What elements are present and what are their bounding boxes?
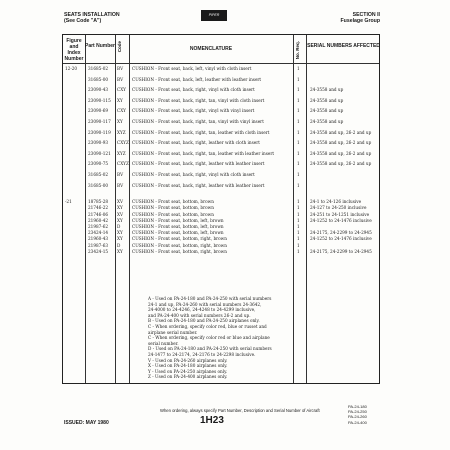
- part-number-cell: 21987-63: [88, 242, 109, 248]
- issue-date: ISSUED: MAY 1980: [64, 420, 109, 426]
- part-number-cell: 23090-75: [88, 161, 109, 167]
- code-cell: BV: [117, 76, 124, 82]
- note-line: and PA-24-400 with serial numbers 26-2 and up.: [148, 312, 251, 318]
- serial-cell: 24-3558 and up, 26-2 and up: [310, 161, 372, 167]
- header-left: [64, 12, 120, 24]
- serial-cell: 24-1 to 24-126 inclusive: [310, 199, 362, 205]
- table-row: [63, 141, 381, 149]
- quantity-cell: 1: [297, 242, 300, 248]
- quantity-cell: 1: [297, 119, 300, 124]
- quantity-cell: 1: [297, 224, 300, 229]
- col-header-part: Part Number: [85, 43, 116, 49]
- table-row: [63, 99, 381, 107]
- serial-cell: 24-3558 and up: [310, 119, 344, 124]
- nomenclature-cell: CUSHION - Front seat, back, left, vinyl with cloth insert: [132, 66, 252, 71]
- quantity-cell: 1: [297, 150, 300, 156]
- code-cell: XY: [117, 119, 123, 124]
- part-number-cell: 23090-43: [88, 87, 109, 93]
- part-number-cell: 21746-06: [88, 211, 109, 217]
- code-cell: XY: [117, 217, 123, 223]
- note-line: C - When ordering, specify color red, blue or russet and: [148, 323, 267, 329]
- part-number-cell: 23424-14: [88, 230, 109, 236]
- nomenclature-cell: CUSHION - Front seat, bottom, right, brown: [132, 236, 227, 242]
- code-cell: CXYZ: [117, 140, 129, 146]
- part-number-cell: 18785-28: [88, 199, 109, 205]
- figure-index-cell: 12-20: [65, 66, 78, 71]
- section-subtitle: (See Code "A"): [64, 18, 102, 24]
- table-row: [63, 67, 381, 75]
- quantity-cell: 1: [297, 129, 300, 135]
- model-item: PA-24-250: [348, 409, 367, 415]
- page-number: 1H23: [200, 415, 224, 426]
- header-divider: [63, 63, 379, 64]
- quantity-cell: 1: [297, 140, 300, 146]
- nomenclature-cell: CUSHION - Front seat, bottom, left, brown: [132, 224, 224, 229]
- nomenclature-cell: CUSHION - Front seat, back, right, leather with cloth insert: [132, 140, 260, 146]
- table-row: [63, 88, 381, 96]
- code-cell: CXY: [117, 87, 126, 93]
- nomenclature-cell: CUSHION - Front seat, back, right, vinyl with vinyl insert: [132, 108, 255, 114]
- table-row: [63, 250, 381, 258]
- serial-cell: 24-3558 and up: [310, 108, 344, 114]
- quantity-cell: 1: [297, 199, 300, 205]
- code-cell: BV: [117, 172, 124, 177]
- part-number-cell: 31685-02: [88, 172, 109, 177]
- nomenclature-cell: CUSHION - Front seat, bottom, brown: [132, 205, 214, 211]
- code-cell: BV: [117, 182, 124, 188]
- table-row: [63, 162, 381, 170]
- serial-cell: 24-3558 and up, 26-2 and up: [310, 129, 372, 135]
- part-number-cell: 31685-00: [88, 76, 109, 82]
- code-cell: XV: [117, 211, 124, 217]
- model-effectivity: [348, 404, 367, 425]
- quantity-cell: 1: [297, 205, 300, 211]
- col-header-qty: No. Req.: [295, 41, 300, 60]
- code-cell: BV: [117, 66, 124, 71]
- serial-cell: 24-2175, 24-2299 to 24-2945: [310, 248, 372, 254]
- quantity-cell: 1: [297, 182, 300, 188]
- note-line: V - Used on PA-24-260 airplanes only.: [148, 357, 228, 363]
- table-row: [63, 173, 381, 181]
- quantity-cell: 1: [297, 161, 300, 167]
- nomenclature-cell: CUSHION - Front seat, bottom, right, brown: [132, 242, 227, 248]
- note-line: 24-4000 to 24-4246, 24-4248 to 24-4299 inclusive,: [148, 307, 256, 313]
- note-line: A - Used on PA-24-180 and PA-24-250 with serial numbers: [148, 296, 272, 301]
- note-line: D - Used on PA-24-180 and PA-24-250 with serial numbers: [148, 346, 272, 352]
- manufacturer-logo: PIPER: [201, 10, 227, 21]
- note-line: 24-1 and up, PA-24-260 with serial numbers 24-3642,: [148, 301, 262, 307]
- serial-cell: 24-3558 and up, 26-2 and up: [310, 150, 372, 156]
- note-line: 24-1477 to 24-2174, 24-2176 to 24-2298 inclusive.: [148, 351, 256, 357]
- nomenclature-cell: CUSHION - Front seat, back, right, vinyl with cloth insert: [132, 172, 255, 177]
- model-item: PA-24-260: [348, 414, 367, 420]
- table-row: [63, 131, 381, 139]
- nomenclature-cell: CUSHION - Front seat, back, right, leather with leather insert: [132, 161, 265, 167]
- table-row: [63, 120, 381, 128]
- quantity-cell: 1: [297, 211, 300, 217]
- part-number-cell: 31685-02: [88, 66, 109, 71]
- nomenclature-cell: CUSHION - Front seat, bottom, brown: [132, 211, 214, 217]
- quantity-cell: 1: [297, 172, 300, 177]
- nomenclature-cell: CUSHION - Front seat, back, right, tan, leather with leather insert: [132, 150, 275, 156]
- code-cell: XY: [117, 248, 123, 254]
- col-header-serial: SERIAL NUMBERS AFFECTED: [307, 43, 380, 49]
- part-number-cell: 23090-93: [88, 140, 109, 146]
- serial-cell: 24-1252 to 24-1476 inclusive: [310, 236, 372, 242]
- table-row: [63, 152, 381, 160]
- quantity-cell: 1: [297, 66, 300, 71]
- serial-cell: 24-3558 and up: [310, 87, 344, 93]
- code-cell: XV: [117, 199, 124, 205]
- quantity-cell: 1: [297, 87, 300, 93]
- note-line: B - Used on PA-24-180 and PA-24-250 airplanes only.: [148, 318, 260, 324]
- code-cell: D: [117, 242, 121, 248]
- header-right: [341, 12, 381, 24]
- code-cell: XY: [117, 236, 123, 242]
- code-cell: D: [117, 224, 121, 229]
- part-number-cell: 23090-115: [88, 97, 111, 103]
- part-number-cell: 23424-15: [88, 248, 109, 254]
- part-number-cell: 21960-42: [88, 217, 109, 223]
- serial-cell: 24-251 to 24-1251 inclusive: [310, 211, 370, 217]
- code-cell: XY: [117, 205, 123, 211]
- nomenclature-cell: CUSHION - Front seat, back, left, leather with leather insert: [132, 76, 262, 82]
- note-line: Z - Used on PA-24-400 airplanes only.: [148, 374, 228, 380]
- section-title: SEATS INSTALLATION: [64, 12, 120, 18]
- quantity-cell: 1: [297, 248, 300, 254]
- table-row: [63, 184, 381, 192]
- code-cell: XYZ: [117, 129, 126, 135]
- serial-cell: 24-1252 to 24-1476 inclusive: [310, 217, 372, 223]
- part-number-cell: 21987-62: [88, 224, 109, 229]
- nomenclature-cell: CUSHION - Front seat, bottom, left, brown: [132, 230, 224, 236]
- serial-cell: 24-3558 and up: [310, 97, 344, 103]
- serial-cell: 24-2175, 24-2299 to 24-2945: [310, 230, 372, 236]
- figure-index-cell: -21: [65, 199, 72, 205]
- nomenclature-cell: CUSHION - Front seat, back, right, tan, leather with cloth insert: [132, 129, 270, 135]
- nomenclature-cell: CUSHION - Front seat, back, right, tan, vinyl with cloth insert: [132, 97, 265, 103]
- code-cell: CXY: [117, 108, 126, 114]
- code-cell: XY: [117, 230, 123, 236]
- note-line: airplane serial number.: [148, 329, 198, 335]
- note-line: serial number.: [148, 340, 179, 346]
- ordering-note: When ordering, always specify Part Number, Description and Serial Number of Aircraft: [160, 408, 320, 413]
- col-header-figure: Figure and Index Number: [64, 38, 84, 62]
- quantity-cell: 1: [297, 236, 300, 242]
- section-number: SECTION II: [352, 12, 380, 18]
- code-notes: [148, 296, 378, 380]
- quantity-cell: 1: [297, 108, 300, 114]
- col-header-code: Code: [117, 41, 122, 53]
- quantity-cell: 1: [297, 230, 300, 236]
- nomenclature-cell: CUSHION - Front seat, back, right, vinyl with cloth insert: [132, 87, 255, 93]
- note-line: Y - Used on PA-24-250 airplanes only.: [148, 368, 228, 374]
- code-cell: XY: [117, 97, 123, 103]
- group-name: Fuselage Group: [340, 18, 380, 24]
- part-number-cell: 31685-00: [88, 182, 109, 188]
- nomenclature-cell: CUSHION - Front seat, back, right, tan, vinyl with vinyl insert: [132, 119, 264, 124]
- serial-cell: 24-3558 and up, 26-2 and up: [310, 140, 372, 146]
- col-header-nomenclature: NOMENCLATURE: [189, 46, 233, 52]
- serial-cell: 24-127 to 24-250 inclusive: [310, 205, 367, 211]
- table-row: [63, 109, 381, 117]
- note-line: C - When ordering, specify color red or blue and airplane: [148, 335, 270, 341]
- part-number-cell: 23090-121: [88, 150, 111, 156]
- nomenclature-cell: CUSHION - Front seat, back, right, leather with leather insert: [132, 182, 265, 188]
- part-number-cell: 21960-43: [88, 236, 109, 242]
- part-number-cell: 23090-69: [88, 108, 109, 114]
- part-number-cell: 23090-119: [88, 129, 111, 135]
- code-cell: CXYZ: [117, 161, 129, 167]
- note-line: X - Used on PA-24-180 airplanes only.: [148, 363, 228, 369]
- nomenclature-cell: CUSHION - Front seat, bottom, right, brown: [132, 248, 227, 254]
- nomenclature-cell: CUSHION - Front seat, bottom, left, brown: [132, 217, 224, 223]
- quantity-cell: 1: [297, 217, 300, 223]
- code-cell: XYZ: [117, 150, 126, 156]
- table-row: [63, 78, 381, 86]
- quantity-cell: 1: [297, 97, 300, 103]
- model-item: PA-24-400: [348, 419, 367, 425]
- quantity-cell: 1: [297, 76, 300, 82]
- model-item: PA-24-180: [348, 404, 367, 409]
- part-number-cell: 21746-22: [88, 205, 109, 211]
- nomenclature-cell: CUSHION - Front seat, bottom, brown: [132, 199, 214, 205]
- part-number-cell: 23090-117: [88, 119, 111, 124]
